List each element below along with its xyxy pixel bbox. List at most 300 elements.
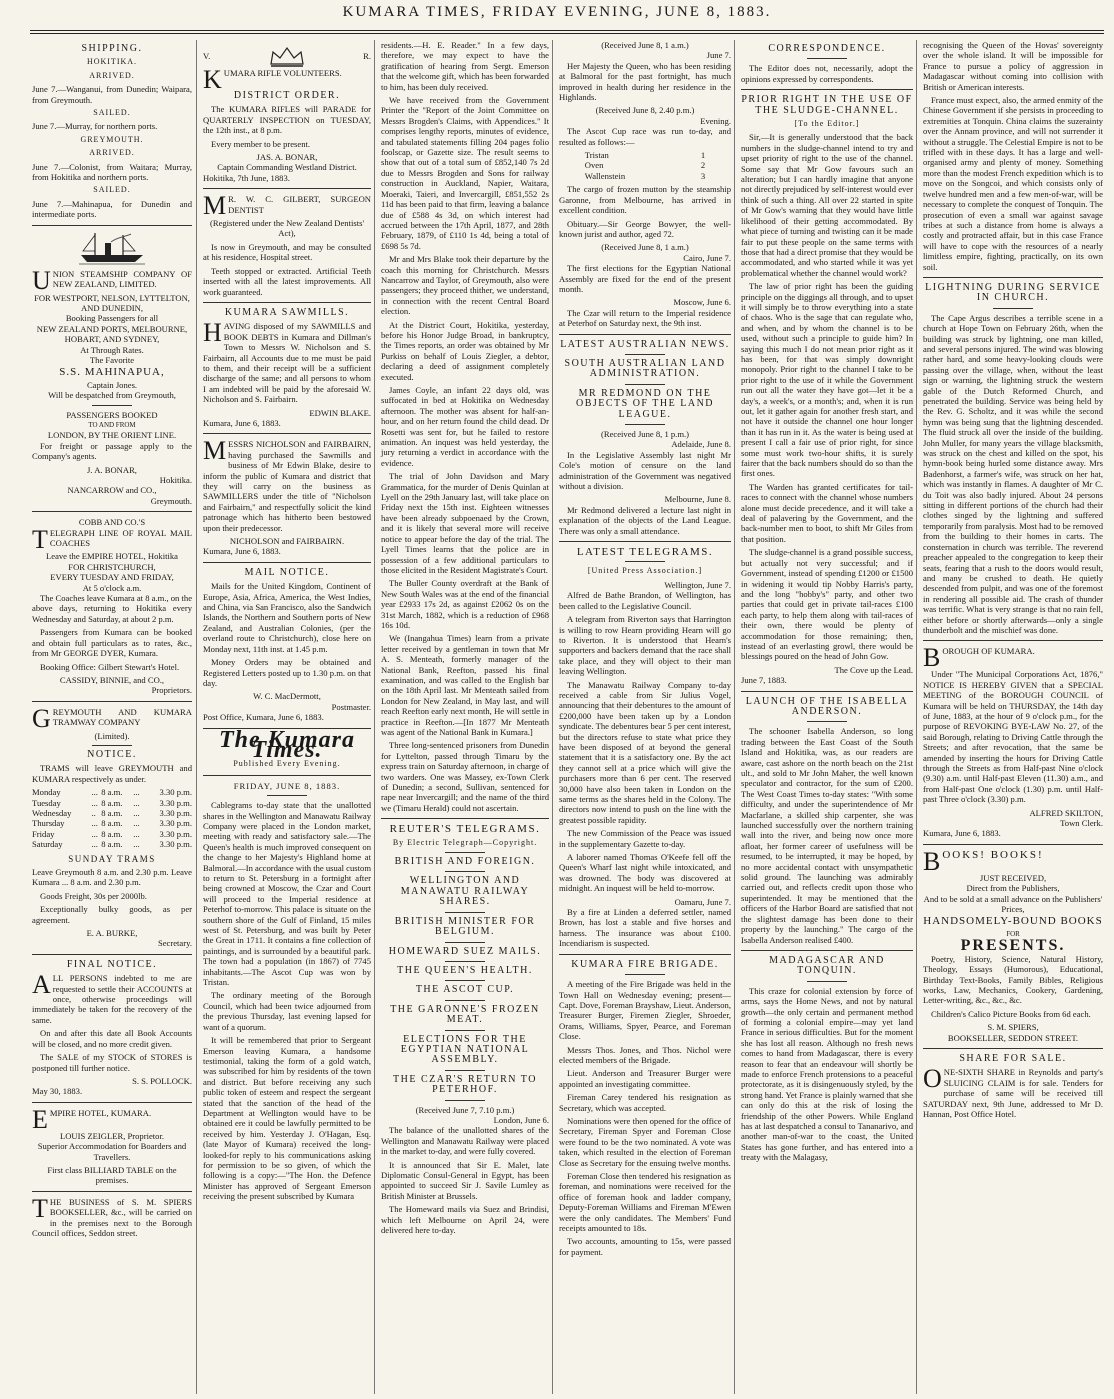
divider <box>625 561 665 562</box>
ad-line: The Favorite <box>89 354 135 365</box>
ad-line: Direct from the Publishers, <box>966 883 1060 894</box>
news-paragraph: The first elections for the Egyptian National Assembly are fixed for the end of the present month. <box>559 263 731 294</box>
signature-place: Hokitika. <box>159 475 192 485</box>
letter-paragraph: The law of prior right has been the guiding principle on the diggings all through, and to upset it will simply be to throw everything into a state of chaos. Who is the sage that can regulate who, and when, and by whom the channel is to be used, without such a principle to guide him? In saying this much I do not mean prior right as it has been, for that was simply downright monopoly. Prior right to the channel I take to be prior right to the use of it while the Government run out all the water they have got—let it be a day's, a week's, or a month's; and, when it is run out, let it gather again for another fresh start, and not have it outside the channel one hour longer than it has run in it. As the water is being used at present I call a fair use of prior right, for since some must work two-hour shifts, it is surely fairer that the back numbers should do so than the first ones. <box>741 281 913 479</box>
ad-line: TO AND FROM <box>88 420 136 429</box>
race-result-cell: 1 <box>700 150 706 161</box>
signature: NANCARROW and CO., <box>67 485 157 496</box>
letter-paragraph: Sir,—It is generally understood that the back numbers in the sludge-channel intend to try and upset priority of right to the use of the channel. Some say that Mr Gow favours such an alteration; but I can hardly imagine that anyone not directly prejudiced by self-interest would ever think of such a thing. All over 22 started in spite of Mr Gow's warning that they would have little likelihood of their getting accommodated. By what piece of turning and twisting can it be made fair to put these people on the same terms with those that had a direct promise that they would be accommodated, and who started while it was yet problematical whether the channel would work? <box>741 132 913 278</box>
sunday-trams-heading: SUNDAY TRAMS <box>68 853 156 864</box>
timetable-cell: 3.30 p.m. <box>159 839 192 850</box>
timetable-cell: .. <box>91 807 96 818</box>
column-4 <box>552 40 734 1394</box>
divider <box>32 954 192 955</box>
divider <box>993 308 1033 309</box>
timetable-cell: ... <box>133 818 140 829</box>
shipping-heading: SHIPPING. <box>81 43 143 54</box>
news-paragraph: Mr Redmond delivered a lecture last night in explanation of the objects of the Land League. There was only a small attendance. <box>559 504 731 536</box>
news-paragraph: A telegram from Riverton says that Harrington is willing to row Hearn providing Hearn will go to Riverton. It is understood that Hearn's supporters and backers demand that the race shall take place, and they will object to their man leaving Wellington. <box>559 614 731 677</box>
tram-timetable <box>32 787 192 849</box>
race-result-cell: 2 <box>700 160 706 171</box>
divider <box>625 424 665 425</box>
ad-text: Money Orders may be obtained and Registered Letters posted up to 1.30 p.m. on that day. <box>203 657 371 688</box>
news-paragraph: By a fire at Linden a deferred settler, named Brown, has lost a stable and five horses and harness. The insurance was about £100. Incendiarism is suspected. <box>559 907 731 949</box>
news-heading: MR REDMOND ON THE OBJECTS OF THE LAND LEAGUE. <box>575 387 715 420</box>
drop-cap: T <box>32 524 48 554</box>
timetable-cell: ... <box>133 828 140 839</box>
divider <box>32 701 192 702</box>
ad-text: Leave Greymouth 8 a.m. and 2.30 p.m. Leave Kumara ... 8 a.m. and 2.30 p.m. <box>32 867 192 888</box>
signature: S. S. POLLOCK. <box>132 1075 192 1086</box>
editorial-paragraph: Mr and Mrs Blake took their departure by the coach this morning for Christchurch. Messrs Nancarrow and Taylor, of Greymouth, also were passengers; they proceed thither, we understand, in connection with the recent Central Board election. <box>381 254 549 317</box>
timetable-cell: 8 a.m. <box>101 807 123 818</box>
news-paragraph: Lieut. Anderson and Treasurer Burger were appointed an investigating committee. <box>559 1068 731 1089</box>
correspondence-heading: CORRESPONDENCE. <box>768 43 886 54</box>
ad-text: Mails for the United Kingdom, Continent of Europe, Asia, Africa, America, the West Indies, and China, via San Francisco, also the Sandwich Islands, the Northern and Southern ports of New Zealand, and Australian Colonies, (per the overland route to Christchurch), close here on Monday next, 11th inst. at 1.45 p.m. <box>203 581 371 654</box>
divider <box>807 721 847 722</box>
dateline: Adelaide, June 8. <box>671 439 731 450</box>
ad-text: HE BUSINESS of S. M. SPIERS BOOKSELLER, &c., will be carried on in the premises next to the Borough Council offices, Seddon street. <box>32 1196 192 1238</box>
timetable-cell: 3.30 p.m. <box>159 797 192 808</box>
timetable-cell: ... <box>133 787 140 798</box>
editorial-paragraph: residents.—H. E. Reader." In a few days, therefore, we may expect to have the gratification of hearing from Sergt. Emerson that the welcome gift, which has been forwarded to him, has been duly received. <box>381 40 549 92</box>
timetable-cell: 8 a.m. <box>101 839 123 850</box>
ad-text: Poetry, History, Science, Natural History, Theology, Essays (Humorous), Educational, Birthday Text-Books, Family Bibles, Religious works, Law, Mechanics, Cookery, Gardening, Letter-writing, &c., &c., &c. <box>923 953 1103 1006</box>
divider <box>32 225 192 226</box>
crown-icon <box>267 44 307 68</box>
divider <box>741 89 913 90</box>
news-paragraph: The Homeward mails via Suez and Brindisi, which left Melbourne on April 24, were delivered here to-day. <box>381 1204 549 1236</box>
ad-line: FOR CHRISTCHURCH, <box>68 561 156 572</box>
divider <box>445 1070 485 1071</box>
timetable-cell: ... <box>91 797 98 808</box>
share-heading: SHARE FOR SALE. <box>959 1052 1067 1064</box>
signature: ALFRED SKILTON, <box>1029 807 1103 818</box>
notice-text: Under "The Municipal Corporations Act, 1876," NOTICE IS HEREBY GIVEN that a SPECIAL MEETING of the BOROUGH COUNCIL of Kumara will be held on THURSDAY, the 14th day of June, 1883, at the hour of 9 o'clock p.m., for the purpose of REVOKING BYE-LAW No. 27, of the said Borough, relating to Driving Cattle through the Streets; and after revocation, that the same be amended by inserting the hours for Driving Cattle through the Streets as from Half-past Nine o'clock (9.30) a.m. until Half-past Eleven (11.30) a.m., and from Half-past One o'clock (1.30) p.m. until Half-past Three o'clock (3.30) p.m. <box>923 669 1103 805</box>
news-paragraph: In the Legislative Assembly last night Mr Cole's motion of censure on the land administration of the Government was negatived without a division. <box>559 449 731 492</box>
editorial-paragraph: The ordinary meeting of the Borough Council, which had been twice adjourned from the previous Thursday, last evening lapsed for want of a quorum. <box>203 990 371 1032</box>
news-paragraph: Nominations were then opened for the office of Secretary, Fireman Spyer and Foreman Close were found to be the two nominated. A vote was taken, which resulted in the election of Foreman Close as Secretary for the ensuing twelve months. <box>559 1115 731 1168</box>
divider <box>445 871 485 872</box>
editorial-paragraph: It will be remembered that prior to Sergeant Emerson leaving Kumara, a handsome testimonial, taking the form of a gold watch, was subscribed for him by residents of the town and district. But before receiving any such public token of esteem and respect the sergeant stated that the sanction of the head of the Department at Wellington would have to be obtained ere it could be lawfully permitted to be received by him. Yesterday J. O'Hagan, Esq. (late Mayor of Kumara) received the long-looked-for reply to his communications asking for permission to be so given, of which the following is a copy:—"The Hon. the Defence Minister has approved of Sergeant Emerson receiving the present subscribed by Kumara <box>203 1035 371 1202</box>
timetable-cell: 3.30 p.m. <box>159 807 192 818</box>
dateline: London, June 6. <box>493 1114 549 1125</box>
editorial-paragraph: We (Inangahua Times) learn from a private letter received by a gentleman in town that Mr A. S. Menteath, formerly manager of the National Bank, Reefton, passed his final examination, and was called to the English bar on the 18th April last. Mr Menteath sailed from London for New Zealand, in May last, and will reach Reefton early next month, He will settle in practice in Reefton.—[In 1877 Mr Menteath was agent of the National Bank in Kumara.] <box>381 633 549 737</box>
timetable-row <box>32 798 192 808</box>
signature: E. A. BURKE, <box>86 928 138 939</box>
divider <box>32 511 192 512</box>
letter-paragraph: The sludge-channel is a grand possible success, but actually not very successful; and if Government, instead of spending £1200 or £1500 in widening it would tip Nobby Harris's party, and the long "hobby's" party, and other two parties that could get in private tail-races £100 each party, to help them along with tail-races of their own, there would be plenty of accommodation for those remaining; then, instead of an everlasting growl, there would be blessings poured on the head of John Gow. <box>741 547 913 662</box>
kumara-times-title: The Kumara Times. <box>218 726 356 763</box>
divider <box>381 818 549 819</box>
ad-text: On and after this date all Book Accounts will be closed, and no more credit given. <box>32 1028 192 1049</box>
news-heading: HOMEWARD SUEZ MAILS. <box>388 945 542 957</box>
ship-name: S.S. MAHINAPUA, <box>59 366 165 379</box>
dateline: Cairo, June 7. <box>683 252 731 263</box>
news-heading: THE CZAR'S RETURN TO PETERHOF. <box>393 1073 537 1096</box>
news-paragraph: The Czar will return to the Imperial residence at Peterhof on Saturday next, the 9th inst. <box>559 307 731 329</box>
news-heading: SOUTH AUSTRALIAN LAND ADMINISTRATION. <box>564 357 726 380</box>
timetable-cell: Thursday <box>32 818 65 829</box>
divider <box>445 912 485 913</box>
signature: JAS. A. BONAR, <box>256 152 318 163</box>
ad-text: AVING disposed of my SAWMILLS and BOOK DEBTS in Kumara and Dillman's Town to Messrs W. Nicholson and S. Fairbairn, all Accounts due to me must be paid to them, and their receipt will be a sufficient discharge of the same; and all persons to whom I am indebted will be paid by the aforesaid W. Nicholson and S. Fairbairn. <box>203 321 371 405</box>
news-heading: THE ASCOT CUP. <box>415 984 515 996</box>
ad-line: LOUIS ZEIGLER, Proprietor. <box>59 1130 165 1141</box>
editorial-paragraph: The trial of John Davidson and Mary Grammatica, for the murder of Denis Quinlan at Lyell on the 29th January last, will take place on Friday next the 15th inst. Eighteen witnesses have been already subpoenaed by the Crown, and it is likely that several more will receive notice to appear before the day of the trial. The Lyell Times learns that the police are in possession of a few additional particulars to those elicited in the Resident Magistrate's Court. <box>381 471 549 575</box>
timetable-cell: 3.30 p.m. <box>159 828 192 839</box>
news-paragraph: France must expect, also, the armed enmity of the Chinese Government if she persists in proceeding to extremities at Tonquin. China claims the suzerainty over the Annam province, and will not surrender it without a struggle. The Celestial Empire is not to be trifled with in these days. It has a large and well-organised army and plenty of money. Something more than the modest French expedition which is to move on the Songcoi, and which consists only of twelve hundred men and a few men-of-war, will be necessary to complete the conquest of Tonquin. The prosecution of even a small war against savage tribes at such a distance from home is always a costly and protracted affair, but in this case France will have to cope with the resources of a nearly limitless empire, fighting, practically, on its own soil. <box>923 95 1103 272</box>
ad-line: EVERY TUESDAY AND FRIDAY, <box>50 572 174 583</box>
ad-text: TRAMS will leave GREYMOUTH and KUMARA respectively as under. <box>32 763 192 784</box>
dateline: Wellington, June 7. <box>664 579 731 590</box>
timetable-cell: ... <box>91 828 98 839</box>
drop-cap: B <box>923 643 941 673</box>
news-heading: BRITISH MINISTER FOR BELGIUM. <box>394 915 536 938</box>
port-heading: HOKITIKA. <box>86 57 138 67</box>
news-paragraph: Alfred de Bathe Brandon, of Wellington, has been called to the Legislative Council. <box>559 590 731 611</box>
signature: The Cove up the Lead. <box>834 664 913 675</box>
notice-heading: NOTICE. <box>87 748 137 760</box>
ad-line: Booking Passengers for all <box>65 313 159 324</box>
divider <box>445 961 485 962</box>
divider <box>203 302 371 303</box>
signature-place: Secretary. <box>157 938 192 949</box>
ad-text: (Registered under the New Zealand Dentists' Act), <box>209 218 365 239</box>
ad-line: HANDSOMELY-BOUND BOOKS <box>923 915 1103 928</box>
divider <box>923 277 1103 278</box>
ad-line: Will be despatched from Greymouth, <box>48 390 176 401</box>
news-heading: BRITISH AND FOREIGN. <box>394 856 536 868</box>
news-paragraph: The cargo of frozen mutton by the steamship Garonne, from Melbourne, has arrived in excellent condition. <box>559 184 731 216</box>
subheading: ARRIVED. <box>89 148 135 158</box>
ad-line: (Limited). <box>94 730 130 741</box>
news-paragraph: A laborer named Thomas O'Keefe fell off the Queen's Wharf last night while intoxicated, and was drowned. The body was discovered at midnight. An inquest will be held to-morrow. <box>559 852 731 894</box>
divider <box>923 640 1103 641</box>
ad-line: NEW ZEALAND PORTS, MELBOURNE, HOBART, AND SYDNEY, <box>36 323 188 345</box>
ad-title: NION STEAMSHIP COMPANY OF NEW ZEALAND, LIMITED. <box>52 268 192 290</box>
column-5 <box>734 40 916 1394</box>
signature: NICHOLSON and FAIRBAIRN. <box>229 536 345 547</box>
timetable-cell: Monday <box>32 787 61 798</box>
dateline: Oamaru, June 7. <box>674 896 731 907</box>
timetable-row <box>32 808 192 818</box>
ad-line: At 5 o'clock a.m. <box>82 582 142 593</box>
signature: S. M. SPIERS, <box>987 1022 1039 1033</box>
signature-place: Greymouth. <box>150 495 192 506</box>
editorial-paragraph: At the District Court, Hokitika, yesterday, before his Honor Judge Broad, in bankruptcy, the Times reports, an order was obtained by Mr Purkiss on behalf of Louis Ziegler, a debtor, declaring a deed of assignment completely executed. <box>381 319 549 382</box>
drop-cap: M <box>203 436 227 466</box>
ad-text: Children's Calico Picture Books from 6d each. <box>931 1008 1091 1019</box>
drop-cap: G <box>32 703 51 733</box>
divider <box>203 188 371 189</box>
timetable-cell: Wednesday <box>32 807 72 818</box>
dateline: Evening. <box>700 115 731 126</box>
divider <box>741 691 913 692</box>
subheading: SAILED. <box>93 185 131 195</box>
drop-cap: B <box>923 846 941 876</box>
ad-text: For freight or passage apply to the Company's agents. <box>32 440 192 462</box>
ad-text: The SALE of my STOCK of STORES is postponed till further notice. <box>32 1052 192 1073</box>
timetable-row <box>32 829 192 839</box>
press-association-line: [United Press Association.] <box>587 566 703 576</box>
published-line: Published Every Evening. <box>233 759 341 769</box>
divider <box>625 354 665 355</box>
ad-title: UMARA RIFLE VOLUNTEERS. <box>223 68 342 78</box>
lightning-heading: LIGHTNING DURING SERVICE IN CHURCH. <box>925 281 1101 304</box>
news-heading: THE GARONNE'S FROZEN MEAT. <box>390 1003 540 1026</box>
mail-notice-heading: MAIL NOTICE. <box>244 566 330 578</box>
timetable-cell: 3.30 p.m. <box>159 787 192 798</box>
presents-banner: PRESENTS. <box>960 937 1066 955</box>
letter-paragraph: The Warden has granted certificates for tail-races to connect with the channel whose numbers alone must decide precedence, and it will take a deal of palavering by the Government, and the back-number men to boot, to shift Mr Giles from that position. <box>741 481 913 544</box>
divider <box>445 1100 485 1101</box>
ad-line: Captain Jones. <box>86 379 138 390</box>
race-result-cell: Wallenstein <box>584 170 626 181</box>
signature: W. C. MacDermott, <box>253 691 321 702</box>
divider <box>741 950 913 951</box>
ad-text: First class BILLIARD TABLE on the premises. <box>47 1164 177 1186</box>
divider <box>92 745 132 746</box>
divider <box>203 562 371 563</box>
received-line: (Received June 8, 1 p.m.) <box>600 429 690 439</box>
news-paragraph: Her Majesty the Queen, who has been residing at Balmoral for the past fortnight, has much improved in health during her residence in the Highlands. <box>559 60 731 103</box>
port-heading: GREYMOUTH. <box>80 134 144 144</box>
signature: CASSIDY, BINNIE, and CO., <box>59 674 165 685</box>
ascot-results <box>585 150 705 181</box>
news-heading: WELLINGTON AND MANAWATU RAILWAY SHARES. <box>400 875 530 908</box>
timetable-cell: Saturday <box>32 839 63 850</box>
editorial-paragraph: The Buller County overdraft at the Bank of New South Wales was at the end of the financial year £2933 17s 2d, as against £2062 0s on the 31st March, 1882, which is a reduction of £968 16s 10d. <box>381 578 549 630</box>
masthead-rule <box>30 33 1104 34</box>
dateline: Moscow, June 6. <box>673 297 731 308</box>
column-2 <box>196 40 374 1394</box>
australian-news-heading: LATEST AUSTRALIAN NEWS. <box>560 338 730 350</box>
news-paragraph: The schooner Isabella Anderson, so long trading between the East Coast of the South Island and Hokitika, was, as our readers are aware, cast ashore on the north beach on the 21st ult., and sold to Mr John Maher, the well known speculator and contractor, for the sum of £200. The West Coast Times to-day states: "With some difficulty, and under the superintendence of Mr Macfarlane, a skilled ship carpenter, she was launched successfully over the northern training wall into the river, and being now once more afloat, her former career of usefulness will be resumed, to be interrupted, it may be hoped, by no more accidental contact with unsympathetic solid ground. The launching was admirably carried out, and reflects credit upon those who superintended. It may be mentioned that the officers of the Harbor Board are satisfied that not the slightest damage has been done to their property by the launching." The cargo of the Isabella Anderson realised £400. <box>741 726 913 945</box>
ad-title: R. W. C. GILBERT, SURGEON DENTIST <box>228 194 371 215</box>
divider <box>445 1030 485 1031</box>
masthead: KUMARA TIMES, FRIDAY EVENING, JUNE 8, 1883. <box>342 4 772 20</box>
drop-cap: T <box>32 1193 48 1223</box>
divider <box>267 795 307 796</box>
news-paragraph: Two accounts, amounting to 15s, were passed for payment. <box>559 1236 731 1257</box>
news-paragraph: It is announced that Sir E. Malet, late Diplomatic Consul-General in Egypt, has been appointed to succeed Sir J. Savile Lumley as British Minister at Brussels. <box>381 1159 549 1201</box>
shipping-entry: June 7.—Mahinapua, for Dunedin and intermediate ports. <box>32 198 192 220</box>
ad-line: COBB AND CO.'S <box>78 517 146 528</box>
shipping-entry: June 7.—Colonist, from Waitara; Murray, from Hokitika and northern ports. <box>32 161 192 183</box>
divider <box>445 1000 485 1001</box>
ad-title: MPIRE HOTEL, KUMARA. <box>49 1107 152 1118</box>
news-paragraph: A meeting of the Fire Brigade was held in the Town Hall on Wednesday evening; present—Capt. Dove, Foreman Brayshaw, Lieut. Anderson, Treasurer Burger, Firemen Ziegler, Shroeder, Orams, Williams, Spyer, Pearce, and Foreman Close. <box>559 979 731 1042</box>
signature-place: Postmaster. <box>331 701 371 712</box>
ad-title: OROUGH OF KUMARA. <box>942 646 1035 657</box>
ad-text: The Coaches leave Kumara at 8 a.m., on the above days, returning to Hokitika every Wednesday and Saturday, at about 2 p.m. <box>32 593 193 624</box>
date: Kumara, June 6, 1883. <box>203 417 281 428</box>
ad-text: Every member to be present. <box>211 138 311 149</box>
news-paragraph: The Ascot Cup race was run to-day, and resulted as follows:— <box>559 126 731 147</box>
ad-text: NE-SIXTH SHARE in Reynolds and party's SLUICING CLAIM is for sale. Tenders for purchase of same will be received till SATURDAY next, 9th June, addressed to Mr D. Hannan, Post Office Hotel. <box>923 1067 1103 1119</box>
date: Hokitika, 7th June, 1883. <box>203 172 290 183</box>
vr-letter: V. <box>203 50 211 61</box>
dateline: Melbourne, June 8. <box>664 494 731 505</box>
timetable-cell: Friday <box>32 828 55 839</box>
ad-line: And to be sold at a small advance on the Publishers' Prices, <box>923 893 1103 915</box>
dateline: FRIDAY, JUNE 8, 1883. <box>233 780 341 791</box>
divider <box>807 981 847 982</box>
ad-text: Goods Freight, 30s per 2000lb. <box>40 890 147 901</box>
subheading: SAILED. <box>93 108 131 118</box>
drop-cap: H <box>203 318 222 348</box>
timetable-row <box>32 818 192 828</box>
timetable-cell: ... <box>91 787 98 798</box>
date: Kumara, June 6, 1883. <box>923 828 1001 839</box>
drop-cap: A <box>32 970 51 1000</box>
signature-place: Captain Commanding Westland District. <box>217 162 357 173</box>
divider <box>92 405 132 406</box>
divider <box>923 1048 1103 1049</box>
timetable-row <box>32 839 192 849</box>
column-3 <box>374 40 552 1394</box>
date: Post Office, Kumara, June 6, 1883. <box>203 712 324 723</box>
ad-line: FOR <box>1006 929 1020 938</box>
date: June 7, 1883. <box>741 675 787 686</box>
received-line: (Received June 7, 7.10 p.m.) <box>415 1104 515 1115</box>
timetable-cell: ... <box>91 818 98 829</box>
drop-cap: M <box>203 191 227 221</box>
ad-title: OOKS! BOOKS! <box>942 848 1044 861</box>
ad-line: JUST RECEIVED, <box>979 872 1047 883</box>
signature-place: Proprietors. <box>151 685 192 696</box>
signature-place: Town Clerk. <box>1060 818 1103 829</box>
ad-text: Passengers from Kumara can be booked and obtain full particulars as to rates, &c., from Mr GEORGE DYER, Kumara. <box>32 627 192 659</box>
shipping-entry: June 7.—Murray, for northern ports. <box>32 121 158 132</box>
timetable-cell: 8 a.m. <box>101 828 123 839</box>
editorial-paragraph: Cablegrams to-day state that the unallotted shares in the Wellington and Manawatu Railway Company were placed in the London market, meeting with ready and satisfactory sale.—The Queen's health is much improved consequent on the change to her Majesty's Highland home at Balmoral.—In accordance with the usual custom to return to St. Petersburg in a fortnight after being crowned at Moscow, the Czar and Court will proceed to the Imperial residence at Peterhof to-morrow. This palace is situate on the southern shore of the Gulf of Finland, 15 miles west of St. Petersburg, and was built by Peter the Great in 1711. It contains a fine collection of paintings, and is surrounded by a beautiful park. The town had a population (in 1867) of 7745 inhabitants.—The Ascot Cup was won by Tristan. <box>203 800 372 988</box>
received-line: (Received June 8, 1 a.m.) <box>601 242 689 253</box>
madagascar-heading: MADAGASCAR AND TONQUIN. <box>769 954 885 977</box>
timetable-cell: 8 a.m. <box>101 797 123 808</box>
drop-cap: K <box>203 65 222 94</box>
dateline: June 7. <box>706 50 731 61</box>
divider <box>203 775 371 776</box>
news-paragraph: Fireman Carey tendered his resignation as Secretary, which was accepted. <box>559 1092 731 1113</box>
drop-cap: E <box>32 1104 48 1134</box>
divider <box>445 942 485 943</box>
ad-text: ESSRS NICHOLSON and FAIRBAIRN, having purchased the Sawmills and business of Mr Edwin Blake, desire to inform the public of Kumara and district that they will carry on the business as SAWMILLERS under the title of "Nicholson and Fairbairn," and respectfully solicit the kind patronage which has hitherto been bestowed upon their predecessor. <box>203 439 371 533</box>
editorial-paragraph: We have received from the Government Printer the "Report of the Joint Committee on Messrs Brogden's Claims, with Appendices." It comprises lengthy reports, minutes of evidence, and tabulated statements filling 204 pages folio foolscap, or Gazette size. The result seems to show that out of a total sum of £852,140 7s 2d due to Messrs Brogden and Sons for railway construction in Auckland, Napier, Waitara, Moeraki, Taieri, and Invercargill, £851,552 2s 11d has been paid to that firm, leaving a balance due of £588 4s 3d, on which interest had accrued between the 17th April, 1877, and 28th February, 1879, of £110 1s 4d, being a total of £698 5s 7d. <box>381 95 549 251</box>
ad-text: Booking Office: Gilbert Stewart's Hotel. <box>40 661 180 672</box>
divider <box>625 974 665 975</box>
news-paragraph: The Cape Argus describes a terrible scene in a church at Hope Town on February 26th, when the building was struck by lightning, one man killed, and several persons injured. The wind was blowing rather hard, and some heavy-looking clouds were passing over the village, when, without the least sign or warning, the lightning struck the western gable of the Dutch Reformed Church, and penetrated the building. Service was being held by the Rev. G. Scholtz, and it was while the second hymn was being sung that the lightning descended. The fluid struck all over the inside of the building. John Muller, for many years the village blacksmith, was struck on the chest and killed on the spot, his hymn-book being hurled some distance away. Mrs Badenhorst, a farmer's wife, was struck on her hat, which was instantly in flames. A daughter of Mr C. du Toit was also badly injured. About 24 persons sitting in different portions of the church had their clothes singed by the lightning and suffered temporarily from paralysis. Most had to be removed from the building to their homes in carts. The consternation in church was terrible. The reverend preacher appealed to the congregation to keep their seats, fearing that a rush to the doors would result, and many be crushed to death. He quietly descended from pulpit, and was one of the foremost in rendering all possible aid. The crash of thunder was terrific. What is very strange is that no rain fell, either before or shortly afterwards—only a single thunderbolt and the mischief was done. <box>923 312 1103 635</box>
letter-heading: PRIOR RIGHT IN THE USE OF THE SLUDGE-CHANNEL. <box>741 94 913 116</box>
ad-line: Leave the EMPIRE HOTEL, Hokitika <box>46 551 178 562</box>
divider <box>559 954 731 955</box>
news-paragraph: recognising the Queen of the Hovas' sovereignty over the whole island. It will be impossible for France to pursue a policy of aggression in Madagascar without coming into collision with British or American interests. <box>923 40 1103 92</box>
date: Kumara, June 6, 1883. <box>203 546 281 557</box>
district-order-heading: DISTRICT ORDER. <box>233 90 341 101</box>
signature: J. A. BONAR, <box>87 464 137 475</box>
timetable-cell: 8 a.m. <box>101 787 123 798</box>
launch-heading: LAUNCH OF THE ISABELLA ANDERSON. <box>745 695 909 717</box>
editorial-paragraph: James Coyle, an infant 22 days old, was suffocated in bed at Hokitika on Wednesday afternoon. The mother was absent for half-an-hour, and on her return found the child dead. Dr Rosetti was sent for, but he failed to restore animation. An inquest was held yesterday, the jury returning a verdict in accordance with the evidence. <box>381 385 549 468</box>
ad-line: LONDON, BY THE ORIENT LINE. <box>47 430 177 441</box>
masthead-rule <box>30 30 1104 31</box>
news-paragraph: This craze for colonial extension by force of arms, says the Home News, and not by natural growth—the only certain and permanent method of forming a colonial empire—may yet land France in serious difficulties. But for the moment she has lost all reason. Although no fresh news comes to hand from Madagascar, there is every reason to fear that an endeavour will shortly be made to enforce French protensions to a peaceful protectorate, as it is disingenuously styled, by the strong hand. Yet France is plainly warned that she can only do this at the risk of losing the friendship of the other Powers. While England has at last despatched a consul to Tananarivo, and another man-of-war to the coast, the United States has gone further, and has entered into a treaty with the Malagasy, <box>741 985 913 1163</box>
ad-title: REYMOUTH AND KUMARA TRAMWAY COMPANY <box>52 706 192 728</box>
news-paragraph: Messrs Thos. Jones, and Thos. Nichol were elected members of the Brigade. <box>559 1044 731 1065</box>
timetable-cell: 8 a.m. <box>101 818 123 829</box>
drop-cap: U <box>32 265 51 295</box>
news-heading: THE QUEEN'S HEALTH. <box>397 964 533 976</box>
race-result-cell: Tristan <box>584 150 609 161</box>
ad-text: LL PERSONS indebted to me are requested to settle their ACCOUNTS at once, otherwise proceedings will immediately be taken for the recovery of the same. <box>32 973 192 1025</box>
timetable-cell: Tuesday <box>32 797 61 808</box>
ad-text: Exceptionally bulky goods, as per agreement. <box>32 904 192 925</box>
ad-title: ELEGRAPH LINE OF ROYAL MAIL COACHES <box>49 527 192 549</box>
ad-text: Teeth stopped or extracted. Artificial Teeth inserted with all the latest improvements. All work guaranteed. <box>203 265 371 297</box>
divider <box>203 433 371 434</box>
steamship-icon <box>77 231 147 265</box>
shipping-entry: June 7.—Wanganui, from Dunedin; Waipara, from Greymouth. <box>32 84 192 105</box>
editorial-paragraph: Three long-sentenced prisoners from Dunedin for Lyttelton, passed through Timaru by the express train on Saturday afternoon, in charge of two warders. One was Massey, ex-Town Clerk of Dunedin; a second, Sullivan, sentenced for rape near Invercargill; and the name of the third we (Timaru Herald) could not ascertain. <box>381 740 549 813</box>
ad-line: At Through Rates. <box>80 344 144 355</box>
divider <box>923 844 1103 845</box>
news-heading: ELECTIONS FOR THE EGYPTIAN NATIONAL ASSEMBLY. <box>400 1033 530 1066</box>
divider <box>32 1191 192 1192</box>
divider <box>807 58 847 59</box>
received-line: (Received June 8, 2.40 p.m.) <box>595 105 695 116</box>
final-notice-heading: FINAL NOTICE. <box>66 958 158 970</box>
news-paragraph: The balance of the unallotted shares of the Wellington and Manawatu Railway were placed in the market to-day, and were fully covered. <box>381 1125 549 1157</box>
disclaimer: The Editor does not, necessarily, adopt the opinions expressed by correspondents. <box>741 63 913 84</box>
received-line: (Received June 8, 1 a.m.) <box>601 40 689 50</box>
reuters-heading: REUTER'S TELEGRAMS. <box>389 823 541 836</box>
to-editor-line: [To the Editor.] <box>794 119 860 129</box>
news-paragraph: Foreman Close then tendered his resignation as foreman, and nominations were received for the office of foreman hook and ladder company, Deputy-Foreman Williams and Fireman M'Ewen were the only candidates. The Members' Fund receipts amounted to 18s. <box>559 1171 731 1234</box>
date: May 30, 1883. <box>32 1086 83 1097</box>
divider <box>625 384 665 385</box>
divider <box>559 334 731 335</box>
divider <box>32 1102 192 1103</box>
vr-letter: R. <box>363 50 371 61</box>
ad-text: The KUMARA RIFLES will PARADE for QUARTERLY INSPECTION on TUESDAY, the 12th inst., at 8 p.m. <box>203 104 371 136</box>
timetable-cell: ... <box>133 807 140 818</box>
race-result-row <box>585 160 705 170</box>
timetable-cell: ... <box>133 797 140 808</box>
reuters-subheading: By Electric Telegraph—Copyright. <box>392 837 538 847</box>
news-paragraph: Obituary.—Sir George Bowyer, the well-known jurist and author, aged 72. <box>559 218 731 239</box>
latest-telegrams-heading: LATEST TELEGRAMS. <box>576 546 714 559</box>
column-6 <box>916 40 1106 1394</box>
timetable-row <box>32 787 192 797</box>
timetable-cell: ... <box>91 839 98 850</box>
divider <box>445 852 485 853</box>
ad-text: Superior Accommodation for Boarders and Travellers. <box>37 1141 187 1162</box>
column-1 <box>32 40 195 1394</box>
signature: EDWIN BLAKE. <box>309 407 371 418</box>
news-paragraph: The new Commission of the Peace was issued in the supplementary Gazette to-day. <box>559 828 731 849</box>
subheading: ARRIVED. <box>89 70 135 80</box>
timetable-cell: 3.30 p.m. <box>159 818 192 829</box>
race-result-cell: 3 <box>700 170 706 181</box>
signature: BOOKSELLER, SEDDON STREET. <box>947 1032 1079 1043</box>
fire-brigade-heading: KUMARA FIRE BRIGADE. <box>571 958 719 970</box>
drop-cap: O <box>923 1064 942 1094</box>
news-paragraph: The Manawatu Railway Company to-day received a cable from Sir Julius Vogel, announcing that their debentures to the amount of £200,000 have been taken up by a London syndicate. The debentures bear 5 per cent interest, but the directors refuse to state what price they have been disposed of at beyond the general statement that it is a satisfactory one. By the act they cannot sell at a price which will give the purchasers more than 6 per cent. The reserved 30,000 have also been taken in London on the same terms as the shares held in the Colony. The directors now intend to push on the line with the greatest possible rapidity. <box>559 679 731 825</box>
divider <box>559 541 731 542</box>
ad-line: PASSENGERS BOOKED <box>66 409 158 420</box>
race-result-row <box>585 171 705 181</box>
